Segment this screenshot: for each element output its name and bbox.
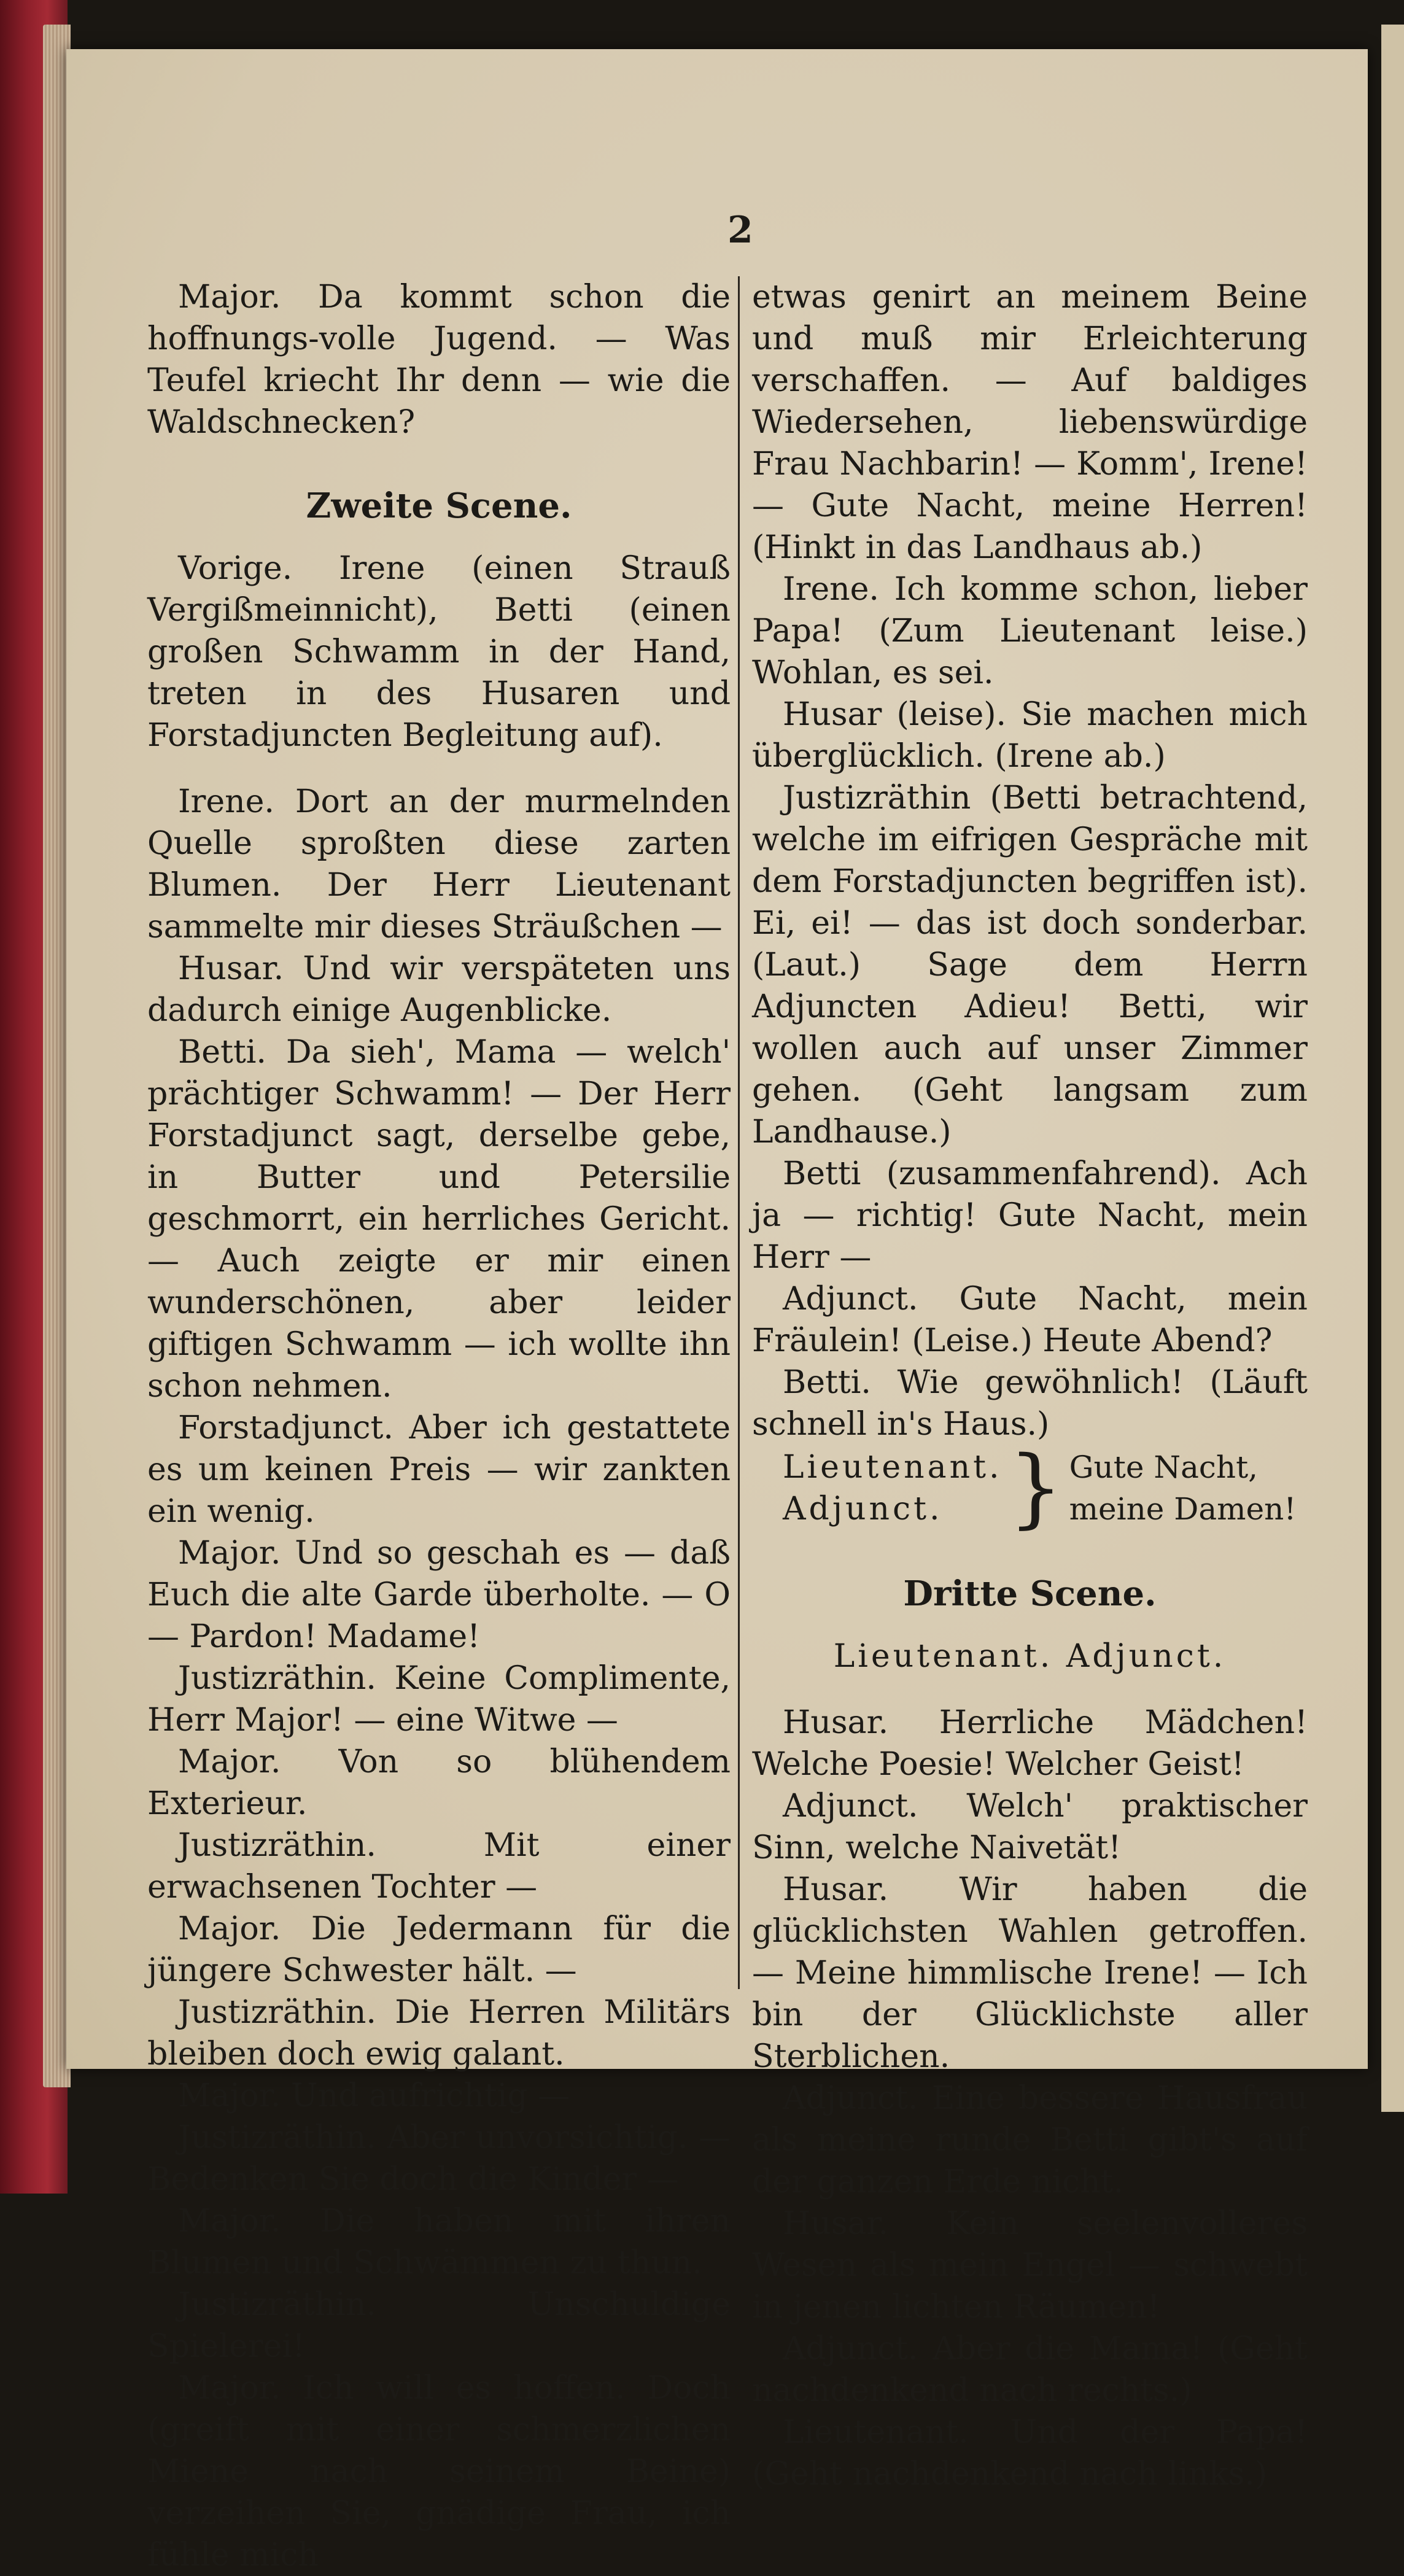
left-column <box>147 276 731 2576</box>
paragraph: etwas genirt an meinem Beine und muß mir Erleichterung verschaffen. — Auf baldiges Wiedersehen, liebenswürdige Frau Nachbarin! — Komm', Irene! — Gute Nacht, meine Herren! (Hinkt in das Landhaus ab.) <box>752 279 1308 566</box>
column-divider <box>738 276 740 1989</box>
paragraph: Husar. Wir haben die glücklichsten Wahlen getroffen. — Meine himmlische Irene! — Ich bin der Glücklichste aller Sterblichen. <box>752 1871 1308 2075</box>
paragraph: Betti. Wie gewöhnlich! (Läuft schnell in's Haus.) <box>752 1364 1308 1443</box>
paragraph: Husar. Herrliche Mädchen! Welche Poesie! Welcher Geist! <box>752 1704 1308 1783</box>
paragraph: Husar. Und wir verspäteten uns dadurch einige Augenblicke. <box>147 950 731 1029</box>
paragraph: Justizräthin. Keine Complimente, Herr Major! — eine Witwe — <box>147 1660 731 1739</box>
paragraph: Justizräthin. Unschuldige Spielerei! <box>147 2286 731 2365</box>
joint-speech <box>752 1438 1308 1538</box>
scene-heading: Dritte Scene. <box>903 1573 1157 1614</box>
paragraph: Lieutenant. Und der Papa! (Geht nachdenkend nach links.) <box>752 2414 1308 2493</box>
paragraph: Irene. Dort an der murmelnden Quelle sproßten diese zarten Blumen. Der Herr Lieutenant sammelte mir dieses Sträußchen — <box>147 783 731 945</box>
paragraph: Adjunct. Aber die Mama! (Geht nachdenkend nach rechts.) <box>752 2330 1308 2409</box>
paragraph: Adjunct. Gute Nacht, mein Fräulein! (Leise.) Heute Abend? <box>752 1281 1308 1359</box>
paragraph: Justizräthin. Mit einer erwachsenen Tochter — <box>147 1827 731 1906</box>
paragraph: Adjunct. Eine bessere Hausfrau als meine runde Betti gibt's auf der ganzen Erde nicht. <box>752 2080 1308 2200</box>
paragraph: Forstadjunct. Aber ich gestattete es um keinen Preis — wir zankten ein wenig. <box>147 1410 731 1530</box>
paragraph: Major. Und aufrichtig — <box>178 2077 570 2114</box>
speaker-name: Adjunct. <box>783 1491 943 1527</box>
joint-line: Gute Nacht, meine Damen! <box>1069 1449 1297 1527</box>
brace-icon: } <box>1008 1438 1063 1538</box>
paragraph: Major. Da kommt schon die hoffnungs-volle Jugend. — Was Teufel kriecht Ihr denn — wie die Waldschnecken? <box>147 279 731 441</box>
paragraph: Husar (leise). Sie machen mich überglücklich. (Irene ab.) <box>752 696 1308 775</box>
speaker-name: Lieutenant. <box>783 1449 1003 1486</box>
paragraph: Betti. Da sieh', Mama — welch' prächtiger Schwamm! — Der Herr Forstadjunct sagt, derselbe gebe, in Butter und Petersilie geschmorrt, ein herrliches Gericht. — Auch zeigte er mir einen wunderschönen, aber leider giftigen Schwamm — ich wollte ihn schon nehmen. <box>147 1034 731 1405</box>
stage-direction: Vorige. Irene (einen Strauß Vergißmeinnicht), Betti (einen großen Schwamm in der Hand, treten in des Husaren und Forstadjuncten Begleitung auf). <box>147 550 731 754</box>
paragraph: Major. Und so geschah es — daß Euch die alte Garde überholte. — O — Pardon! Madame! <box>147 1535 731 1655</box>
paragraph: Major. Die haben mit ihren Blumen und Schwämmen zu thun. <box>147 2203 731 2281</box>
paragraph: Justizräthin (Betti betrachtend, welche im eifrigen Gespräche mit dem Forstadjuncten begriffen ist). Ei, ei! — das ist doch sonderbar. (Laut.) Sage dem Herrn Adjuncten Adieu! Betti, wir wollen auch auf unser Zimmer gehen. (Geht langsam zum Landhause.) <box>752 780 1308 1150</box>
paragraph: Betti (zusammenfahrend). Ach ja — richtig! Gute Nacht, mein Herr — <box>752 1155 1308 1276</box>
page-number: 2 <box>727 209 753 252</box>
right-column <box>752 276 1308 2495</box>
paragraph: Adjunct. Welch' praktischer Sinn, welche Naivetät! <box>752 1788 1308 1866</box>
next-page-edge <box>1381 25 1404 2112</box>
scene-characters: Lieutenant. Adjunct. <box>833 1638 1227 1675</box>
paragraph: Major. Ich will es hoffen. Doch (greift mit einer schmerzlichen Miene nach seinem Beine) verzeihen Sie, gnädige Frau, ich fühle mich <box>147 2370 731 2574</box>
paragraph: Major. Die Jedermann für die jüngere Schwester hält. — <box>147 1911 731 1989</box>
paragraph: Justizräthin. Die Herren Militärs bleiben doch ewig galant. <box>147 1994 731 2073</box>
paragraph: Irene. Ich komme schon, lieber Papa! (Zum Lieutenant leise.) Wohlan, es sei. <box>752 571 1308 691</box>
scene-heading: Zweite Scene. <box>306 486 572 526</box>
paragraph: Husar. Kein seelenvolleres Wesen als mein Engel — schwebt in jenen lichten Räumen! <box>752 2205 1308 2326</box>
paragraph: Justizräthin. Aber unvorsichtig. — Bedenken Sie doch die Kinder — <box>147 2119 731 2198</box>
paragraph: Major. Von so blühendem Exterieur. <box>147 1744 731 1822</box>
